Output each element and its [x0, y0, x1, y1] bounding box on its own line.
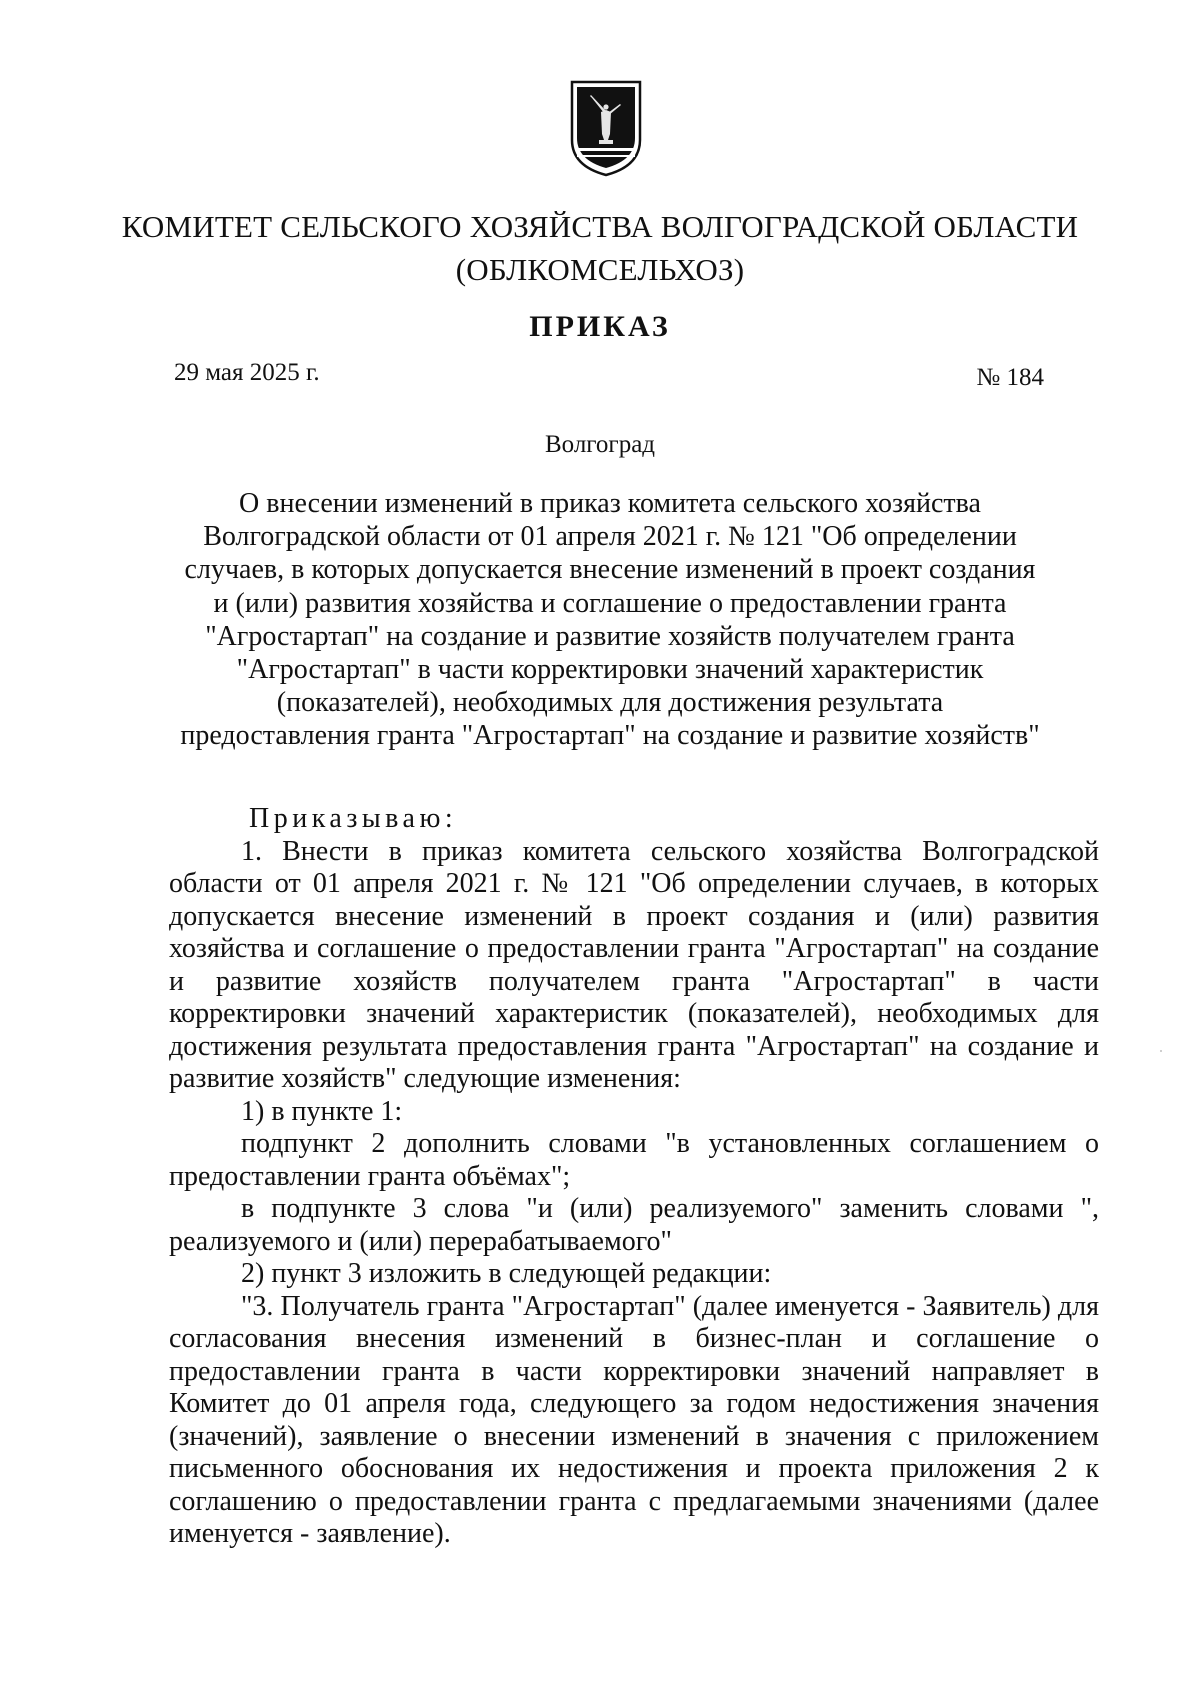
paragraph-item-1: 1. Внести в приказ комитета сельского хозяйства Волгоградской области от 01 апреля 2021 г. № 121 "Об определении случаев, в которых допускается внесение изменений в проект создания и (или) развития хозяйства и соглашение о предоставлении гранта "Агростартап" на создание и развитие хозяйств получателем гранта "Агростартап" в части корректировки значений характеристик (показателей), необходимых для достижения результата предоставления гранта "Агростартап" на создание и развитие хозяйств" следующие изменения:	[169, 835, 1099, 1094]
order-city: Волгоград	[544, 431, 656, 458]
order-subject: О внесении изменений в приказ комитета сельского хозяйства Волгоградской области от 01 апреля 2021 г. № 121 "Об определении случаев, в которых допускается внесение изменений в проект создания и (или) развития хозяйства и соглашение о предоставлении гранта "Агростартап" на создание и развитие хозяйств получателем гранта "Агростартап" в части корректировки значений характеристик (показателей), необходимых для достижения результата предоставления гранта "Агростартап" на создание и развитие хозяйств"	[180, 488, 1040, 752]
subitem-1-heading: 1) в пункте 1:	[241, 1095, 403, 1127]
subitem-1-b: в подпункте 3 слова "и (или) реализуемого" заменить словами ", реализуемого и (или) перерабатываемого"	[169, 1193, 1099, 1257]
volgograd-coat-of-arms-icon	[568, 78, 644, 178]
command-word: Приказываю:	[249, 803, 458, 834]
scan-artifact	[1160, 1050, 1162, 1052]
order-body	[169, 803, 1099, 1551]
subitem-2-heading: 2) пункт 3 изложить в следующей редакции:	[241, 1258, 772, 1289]
subitem-2-text: "3. Получатель гранта "Агростартап" (далее именуется - Заявитель) для согласования внесения изменений в бизнес-план и соглашение о предоставлении гранта в части корректировки значений направляет в Комитет до 01 апреля года, следующего за годом недостижения значения (значений), заявление о внесении изменений в значения с приложением письменного обоснования их недостижения и проекта приложения 2 к соглашению о предоставлении гранта с предлагаемыми значениями (далее именуется - заявление).	[169, 1290, 1099, 1549]
committee-line-1: КОМИТЕТ СЕЛЬСКОГО ХОЗЯЙСТВА ВОЛГОГРАДСКОЙ ОБЛАСТИ	[121, 209, 1079, 244]
order-title: ПРИКАЗ	[529, 310, 671, 343]
order-number: № 184	[976, 364, 1044, 391]
committee-name	[120, 205, 1080, 291]
subitem-1-a: подпункт 2 дополнить словами "в установленных соглашением о предоставлении гранта объёмах";	[169, 1128, 1099, 1192]
order-date: 29 мая 2025 г.	[174, 359, 320, 386]
committee-line-2: (ОБЛКОМСЕЛЬХОЗ)	[455, 252, 745, 287]
